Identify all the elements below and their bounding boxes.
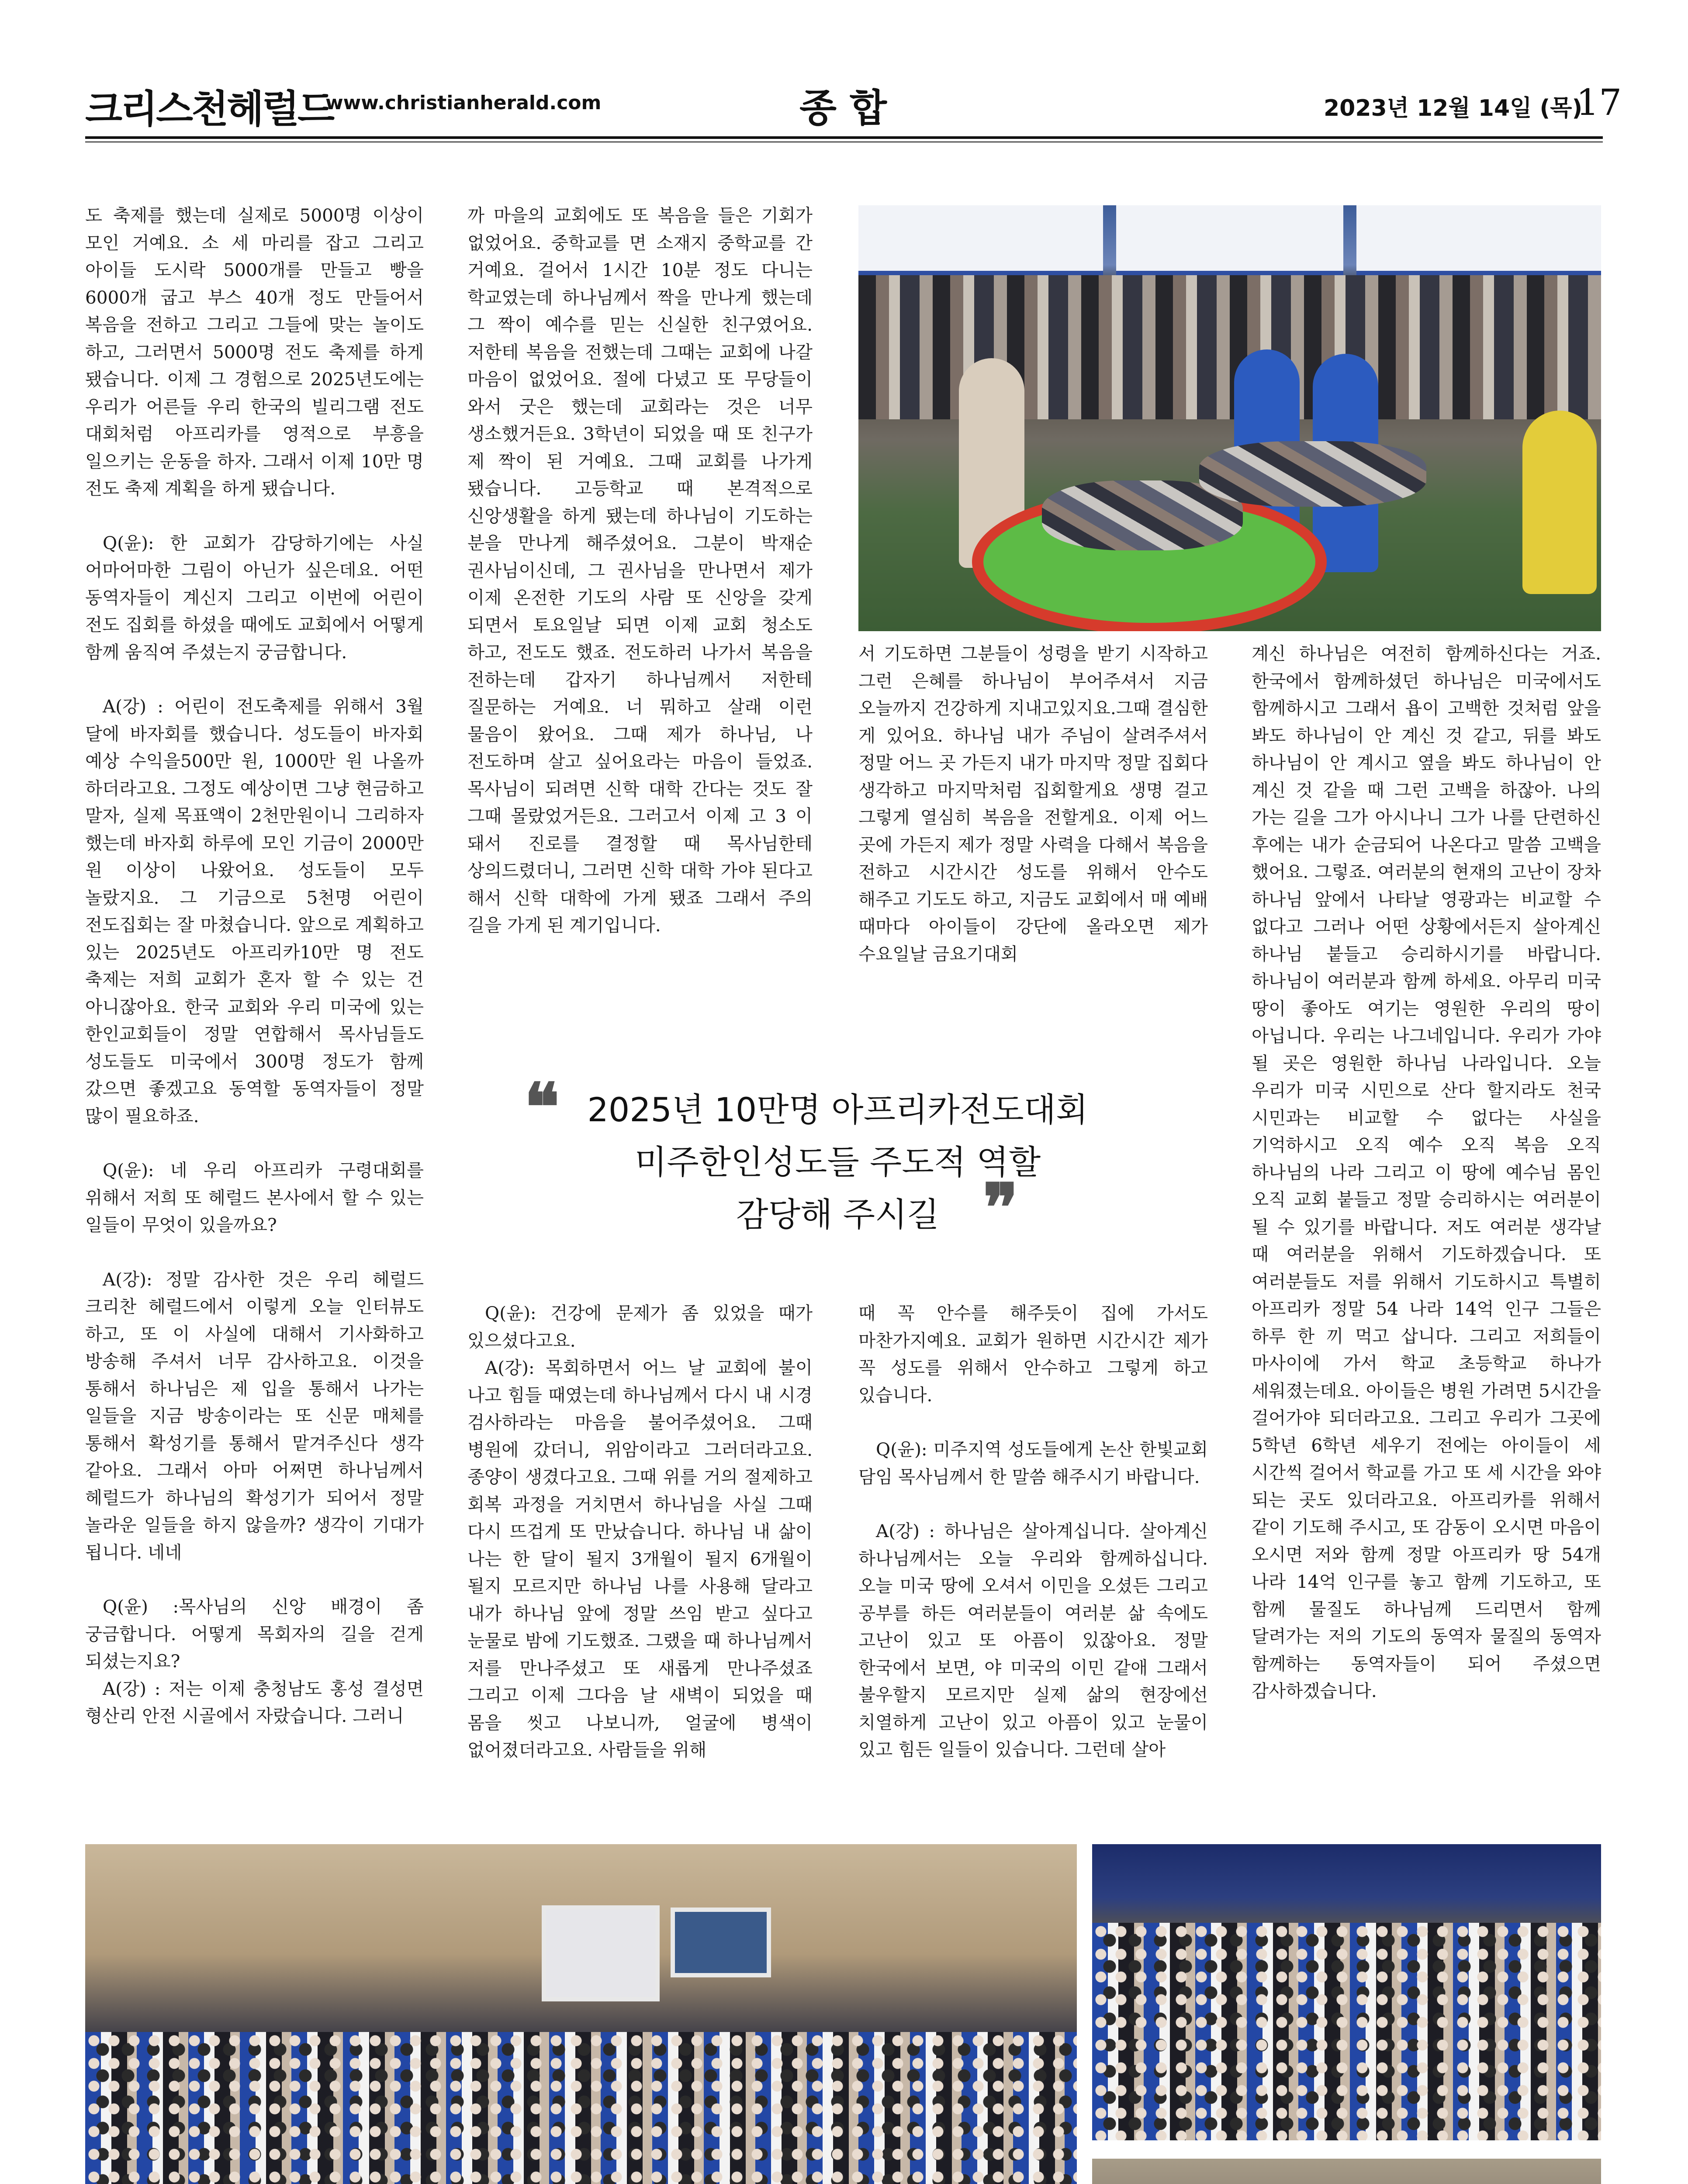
tent-canopy	[1356, 205, 1601, 277]
person-yellow-jacket	[1522, 411, 1597, 594]
article-column-3-top	[858, 640, 1208, 1024]
tent-canopy	[858, 205, 1103, 277]
pull-quote	[467, 1070, 1208, 1258]
section-title: 종합	[799, 86, 900, 131]
youth-praying-photo	[1092, 2159, 1601, 2184]
open-quote-icon: ❝	[524, 1069, 560, 1146]
question-paragraph: Q(윤): 한 교회가 감당하기에는 사실 어마어마한 그림이 아닌가 싶은데요. 어떤 동역자들이 계신지 그리고 이번에 어린이 전도 집회를 하셨을 때에도 교회에서 어떻게 함께 움직여 주셨는지 궁금합니다.	[85, 532, 424, 663]
website-url[interactable]: www.christianherald.com	[325, 92, 602, 114]
paragraph: 계신 하나님은 여전히 함께하신다는 거죠. 한국에서 함께하셨던 하나님은 미국에서도 함께하시고 그래서 욥이 고백한 것처럼 앞을 봐도 하나님이 안 계신 것 같고, 뒤를 봐도 하나님이 안 계시고 옆을 봐도 하나님이 안 계신 것 같을 때 그런 고백을 하잖아. 나의 가는 길을 그가 아시나니 그가 나를 단련하신 후에는 내가 순금되어 나온다고 말씀 고백을 했어요. 그렇죠. 여러분의 현재의 고난이 장차 하나님 앞에서 나타날 영광과는 비교할 수 없다고 그러나 어떤 상황에서든지 살아계신 하나님 붙들고 승리하시기를 바랍니다. 하나님이 여러분과 함께 하세요. 아무리 미국 땅이 좋아도 여기는 영원한 우리의 땅이 아닙니다. 우리는 나그네입니다. 우리가 가야 될 곳은 영원한 하나님 나라입니다. 오늘 우리가 미국 시민으로 산다 할지라도 천국 시민과는 비교할 수 없다는 사실을 기억하시고 오직 예수 오직 복음 오직 하나님의 나라 그리고 이 땅에 예수님 몸인 오직 교회 붙들고 정말 승리하시는 여러분이 될 수 있기를 바랍니다. 저도 여러분 생각날 때 여러분을 위해서 기도하겠습니다. 또 여러분들도 저를 위해서 기도하시고 특별히 아프리카 정말 54 나라 14억 인구 그들은 하루 한 끼 먹고 삽니다. 그리고 저희들이 마사이에 가서 학교 초등학교 하나가 세워졌는데요. 아이들은 병원 가려면 5시간을 걸어가야 되더라고요. 그리고 우리가 그곳에 5학년 6학년 세우기 전에는 아이들이 세 시간씩 걸어서 학교를 가고 또 세 시간을 와야 되는 곳도 있더라고요. 아프리카를 위해서 같이 기도해 주시고, 또 감동이 오시면 마음이 오시면 저와 함께 정말 아프리카 땅 54개 나라 14억 인구를 놓고 함께 기도하고, 또 함께 물질도 하나님께 드리면서 함께 달려가는 저의 기도의 동역자 물질의 동역자 함께하는 동역자들이 되어 주셨으면 감사하겠습니다.	[1252, 643, 1601, 1701]
close-quote-icon: ❞	[983, 1169, 1018, 1246]
article-column-2-bottom	[467, 1299, 813, 1824]
paragraph: 까 마을의 교회에도 또 복음을 들은 기회가 없었어요. 중학교를 면 소재지 중학교를 간 거예요. 걸어서 1시간 10분 정도 다니는 학교였는데 하나님께서 짝을 만나게 했는데 그 짝이 예수를 믿는 신실한 친구였어요. 저한테 복음을 전했는데 그때는 교회에 나갈 마음이 없었어요. 절에 다녔고 또 무당들이 와서 굿은 했는데 교회라는 것은 너무 생소했거든요. 3학년이 되었을 때 또 친구가 제 짝이 된 거예요. 그때 교회를 나가게 됐습니다. 고등학교 때 본격적으로 신앙생활을 하게 됐는데 하나님이 기도하는 분을 만나게 해주셨어요. 그분이 박재순 권사님이신데, 그 권사님을 만나면서 제가 이제 온전한 기도의 사람 또 신앙을 갖게 되면서 토요일날 되면 이제 교회 청소도 하고, 전도도 했죠. 전도하러 나가서 복음을 전하는데 갑자기 하나님께서 저한테 질문하는 거예요. 너 뭐하고 살래 이런 물음이 왔어요. 그때 제가 하나님, 나 전도하며 살고 싶어요라는 마음이 들었죠. 목사님이 되려면 신학 대학 간다는 것도 잘 그때 몰랐었거든요. 그러고서 이제 고 3 이 돼서 진로를 결정할 때 목사님한테 상의드렸더니, 그러면 신학 대학 가야 된다고 해서 신학 대학에 가게 됐죠 그래서 주의 길을 가게 된 계기입니다.	[467, 205, 813, 936]
banner-screen	[542, 1905, 660, 2001]
question-paragraph: Q(윤): 미주지역 성도들에게 논산 한빛교회 담임 목사님께서 한 말씀 해주시기 바랍니다.	[858, 1439, 1208, 1487]
question-paragraph: Q(윤) :목사님의 신앙 배경이 좀 궁금합니다. 어떻게 목회자의 길을 걷게 되셨는지요?	[85, 1596, 424, 1672]
header-rule-thick	[85, 136, 1603, 139]
pull-quote-line: 미주한인성도들 주도적 역할	[634, 1143, 1041, 1182]
tent-canopy	[1116, 205, 1343, 277]
paragraph: 서 기도하면 그분들이 성령을 받기 시작하고 그런 은혜를 하나님이 부어주셔서 지금 오늘까지 건강하게 지내고있지요.그때 결심한 게 있어요. 하나님 내가 주님이 살려주셔서 정말 어느 곳 가든지 내가 마지막 정말 집회다 생각하고 마지막처럼 집회할게요 생명 걸고 그렇게 열심히 복음을 전할게요. 이제 어느 곳에 가든지 제가 정말 사력을 다해서 복음을 전하고 시간시간 성도를 위해서 안수도 해주고 기도도 하고, 지금도 교회에서 매 예배 때마다 아이들이 강단에 올라오면 제가 수요일날 금요기대회	[858, 643, 1208, 964]
pull-quote-line: 2025년 10만명 아프리카전도대회	[587, 1090, 1088, 1129]
answer-paragraph: A(강): 목회하면서 어느 날 교회에 불이 나고 힘들 때였는데 하나님께서 다시 내 시경 검사하라는 마음을 불어주셨어요. 그때 병원에 갔더니, 위암이라고 그러더라고요. 종양이 생겼다고요. 그때 위를 거의 절제하고 회복 과정을 거치면서 하나님을 사실 그때 다시 뜨겁게 또 만났습니다. 하나님 내 삶이 나는 한 달이 될지 3개월이 될지 6개월이 될지 모르지만 하나님 나를 사용해 달라고 내가 하나님 앞에 정말 쓰임 받고 싶다고 눈물로 밤에 기도했죠. 그랬을 때 하나님께서 저를 만나주셨고 또 새롭게 만나주셨죠 그리고 이제 그다음 날 새벽이 되었을 때 몸을 씻고 나보니까, 얼굴에 병색이 없어졌더라고요. 사람들을 위해	[467, 1357, 813, 1760]
paragraph: 도 축제를 했는데 실제로 5000명 이상이 모인 거예요. 소 세 마리를 잡고 그리고 아이들 도시락 5000개를 만들고 빵을 6000개 굽고 부스 40개 정도 만들어서 복음을 전하고 그리고 그들에 맞는 놀이도 하고, 그러면서 5000명 전도 축제를 하게 됐습니다. 이제 그 경험으로 2025년도에는 우리가 어른들 우리 한국의 빌리그램 전도 대회처럼 아프리카를 영적으로 부흥을 일으키는 운동을 하자. 그래서 이제 10만 명 전도 축제 계획을 하게 됐습니다.	[85, 205, 424, 499]
article-column-1	[85, 202, 424, 1822]
paragraph: 때 꼭 안수를 해주듯이 집에 가서도 마찬가지예요. 교회가 원하면 시간시간 제가 꼭 성도를 위해서 안수하고 그렇게 하고 있습니다.	[858, 1303, 1208, 1406]
pull-quote-line: 감당해 주시길	[736, 1195, 939, 1234]
article-column-3-bottom	[858, 1299, 1208, 1824]
answer-paragraph: A(강): 정말 감사한 것은 우리 헤럴드 크리찬 헤럴드에서 이렇게 오늘 인터뷰도 하고, 또 이 사실에 대해서 기사화하고 방송해 주셔서 너무 감사하고요. 이것을 통해서 하나님은 제 입을 통해서 나가는 일들을 지금 방송이라는 또 신문 매체를 통해서 확성기를 통해서 맡겨주신다 생각 같아요. 그래서 아마 어쩌면 하나님께서 헤럴드가 하나님의 확성기가 되어서 정말 놀라운 일들을 하지 않을까? 생각이 기대가 됩니다. 네네	[85, 1268, 424, 1563]
article-column-2-top	[467, 202, 813, 1023]
video-screen	[671, 1908, 771, 1977]
youth-worship-stage-photo	[1092, 1844, 1601, 2140]
question-paragraph: Q(윤): 네 우리 아프리카 구령대회를 위해서 저희 또 헤럴드 본사에서 할 수 있는 일들이 무엇이 있을까요?	[85, 1160, 424, 1235]
article-column-4	[1252, 640, 1601, 1824]
issue-date: 2023년 12월 14일 (목)	[1324, 95, 1583, 121]
answer-paragraph: A(강) : 하나님은 살아계십니다. 살아계신 하나님께서는 오늘 우리와 함께하십니다. 오늘 미국 땅에 오셔서 이민을 오셨든 그리고 공부를 하든 여러분들이 여러분 삶 속에도 고난이 있고 또 아픔이 있잖아요. 정말 한국에서 보면, 야 미국의 이민 같애 그래서 불우할지 모르지만 실제 삶의 현장에선 치열하게 고난이 있고 아픔이 있고 눈물이 있고 힘든 일들이 있습니다. 그런데 살아	[858, 1521, 1208, 1760]
congregation-crowd	[85, 2032, 1077, 2184]
page-number: 17	[1576, 82, 1622, 124]
youth-crowd	[1092, 1923, 1601, 2140]
question-paragraph: Q(윤): 건강에 문제가 좀 있었을 때가 있으셨다고요.	[467, 1303, 813, 1351]
masthead-logo: 크리스천헤럴드	[85, 86, 333, 131]
answer-paragraph: A(강) : 어린이 전도축제를 위해서 3월 달에 바자회를 했습니다. 성도들이 바자회 예상 수익을500만 원, 1000만 원 나올까 하더라고요. 그정도 예상이면 그냥 현금하고 말자, 실제 목표액이 2천만원이니 그리하자 했는데 바자회 하루에 모인 기금이 2000만 원 이상이 나왔어요. 성도들이 모두 놀랐지요. 그 기금으로 5천명 어린이 전도집회는 잘 마쳤습니다. 앞으로 계획하고 있는 2025년도 아프리카10만 명 전도 축제는 저희 교회가 혼자 할 수 있는 건 아니잖아요. 한국 교회와 우리 미국에 있는 한인교회들이 정말 연합해서 목사님들도 성도들도 미국에서 300명 정도가 함께 갔으면 좋겠고요 동역할 동역자들이 정말 많이 필요하죠.	[85, 696, 424, 1127]
shoe-display	[1199, 441, 1426, 507]
answer-paragraph: A(강) : 저는 이제 충청남도 홍성 결성면 형산리 안전 시골에서 자랐습니다. 그러니	[85, 1678, 424, 1726]
worship-hall-photo	[85, 1844, 1077, 2184]
bazaar-market-photo	[858, 205, 1601, 631]
